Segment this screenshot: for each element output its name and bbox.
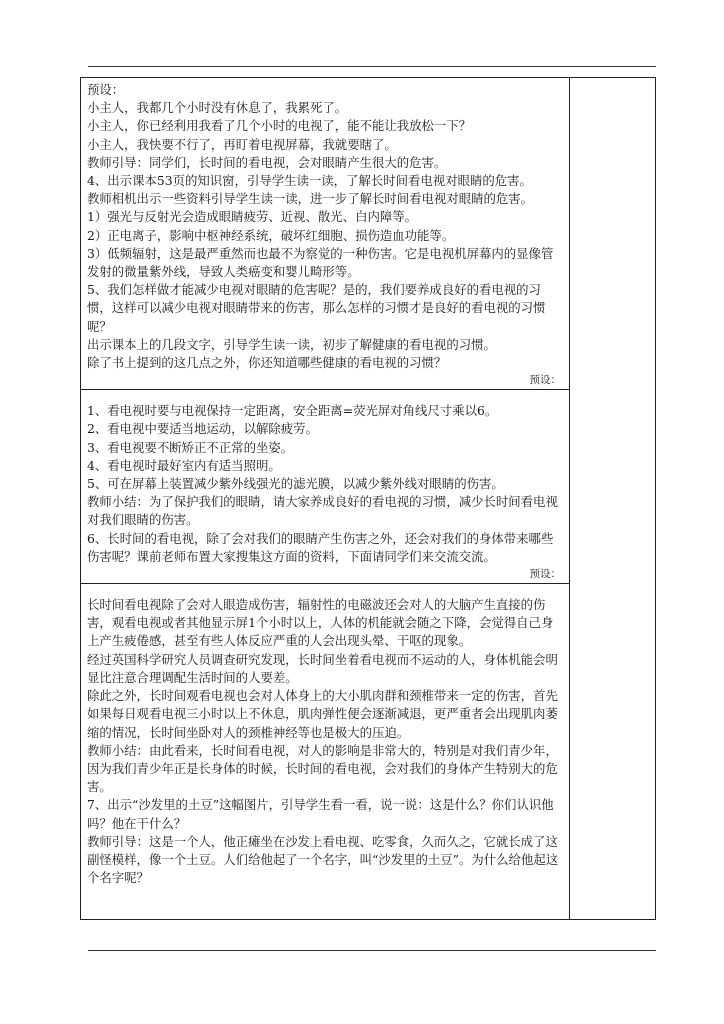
paragraph: 4、出示课本53页的知识窗，引导学生读一读，了解长时间看电视对眼睛的危害。 [87, 173, 532, 189]
paragraph: 3、看电视要不断矫正不正常的坐姿。 [87, 439, 294, 455]
paragraph: 4、看电视时最好室内有适当照明。 [87, 457, 281, 473]
paragraph: 教师引导：这是一个人，他正瘫坐在沙发上看电视、吃零食，久而久之，它就长成了这副怪模样，像一个土豆。人们给他起了一个名字，叫“沙发里的土豆”。为什么给他起这个名字呢？ [87, 833, 559, 886]
lesson-table [80, 77, 656, 920]
preset-label: 预设： [529, 374, 561, 387]
paragraph: 小主人，你已经利用我看了几个小时的电视了，能不能让我放松一下？ [87, 118, 472, 134]
paragraph: 6、长时间的看电视，除了会对我们的眼睛产生伤害之外，还会对我们的身体带来哪些伤害呢？课前老师布置大家搜集这方面的资料，下面请同学们来交流交流。 [87, 530, 554, 564]
paragraph: 除了书上提到的这几点之外，你还知道哪些健康的看电视的习惯？ [87, 355, 447, 371]
paragraph: 出示课本上的几段文字，引导学生读一读，初步了解健康的看电视的习惯。 [87, 336, 496, 352]
paragraph: 1）强光与反射光会造成眼睛疲劳、近视、散光、白内障等。 [87, 209, 418, 225]
paragraph: 1、看电视时要与电视保持一定距离，安全距离=荧光屏对角线尺寸乘以6。 [87, 403, 498, 419]
paragraph: 教师引导：同学们，长时间的看电视，会对眼睛产生很大的危害。 [87, 154, 447, 170]
paragraph: 2）正电离子，影响中枢神经系统，破坏红细胞、损伤造血功能等。 [87, 227, 455, 243]
paragraph: 教师相机出示一些资料引导学生读一读，进一步了解长时间看电视对眼睛的危害。 [87, 191, 534, 207]
paragraph: 经过英国科学研究人员调查研究发现，长时间坐着看电视而不运动的人，身体机能会明显比注意合理调配生活时间的人要差。 [87, 651, 558, 685]
section-2 [87, 402, 563, 582]
paragraph: 教师小结：由此看来，长时间看电视，对人的影响是非常大的，特别是对我们青少年，因为我们青少年正是长身体的时候，长时间的看电视，会对我们的身体产生特别大的危害。 [87, 742, 558, 795]
paragraph: 教师小结：为了保护我们的眼睛，请大家养成良好的看电视的习惯，减少长时间看电视对我们眼睛的伤害。 [87, 494, 558, 528]
paragraph: 小主人，我都几个小时没有休息了，我累死了。 [87, 100, 348, 116]
section-3 [87, 596, 563, 887]
footer-rule [88, 950, 656, 951]
section-divider [81, 583, 569, 584]
paragraph: 2、看电视中要适当地运动，以解除疲劳。 [87, 421, 318, 437]
header-rule [88, 66, 656, 67]
paragraph: 预设： [87, 82, 125, 97]
paragraph: 小主人，我快要不行了，再盯着电视屏幕，我就要瞎了。 [87, 136, 397, 152]
paragraph: 7、出示“沙发里的土豆”这幅图片，引导学生看一看，说一说：这是什么？你们认识他吗？他在干什么？ [87, 797, 554, 831]
section-divider [81, 389, 569, 390]
paragraph: 3）低频辐射，这是最严重然而也最不为察觉的一种伤害。它是电视机屏幕内的显像管发射的微量紫外线，导致人类癌变和婴儿畸形等。 [87, 245, 554, 280]
paragraph: 5、我们怎样做才能减少电视对眼睛的危害呢？是的，我们要养成良好的看电视的习惯，这样可以减少电视对眼睛带来的伤害，那么怎样的习惯才是良好的看电视的习惯呢？ [87, 282, 546, 334]
paragraph: 长时间看电视除了会对人眼造成伤害，辐射性的电磁波还会对人的大脑产生直接的伤害，观看电视或者其他显示屏1个小时以上，人体的机能就会随之下降，会觉得自己身上产生疲倦感，甚至有些人体反应严重的人会出现头晕、干呕的现象。 [87, 597, 554, 649]
paragraph: 5、可在屏幕上装置减少紫外线强光的滤光膜，以减少紫外线对眼睛的伤害。 [87, 476, 504, 492]
notes-column-divider [569, 78, 570, 919]
paragraph: 除此之外，长时间观看电视也会对人体身上的大小肌肉群和颈椎带来一定的伤害，首先如果每日观看电视三小时以上不休息，肌肉弹性便会逐渐减退，更严重者会出现肌肉萎缩的情况，长时间坐卧对人的颈椎神经等也是极大的压迫。 [87, 688, 558, 740]
section-1 [87, 81, 563, 388]
preset-label: 预设： [529, 568, 561, 581]
lesson-content [87, 81, 563, 887]
